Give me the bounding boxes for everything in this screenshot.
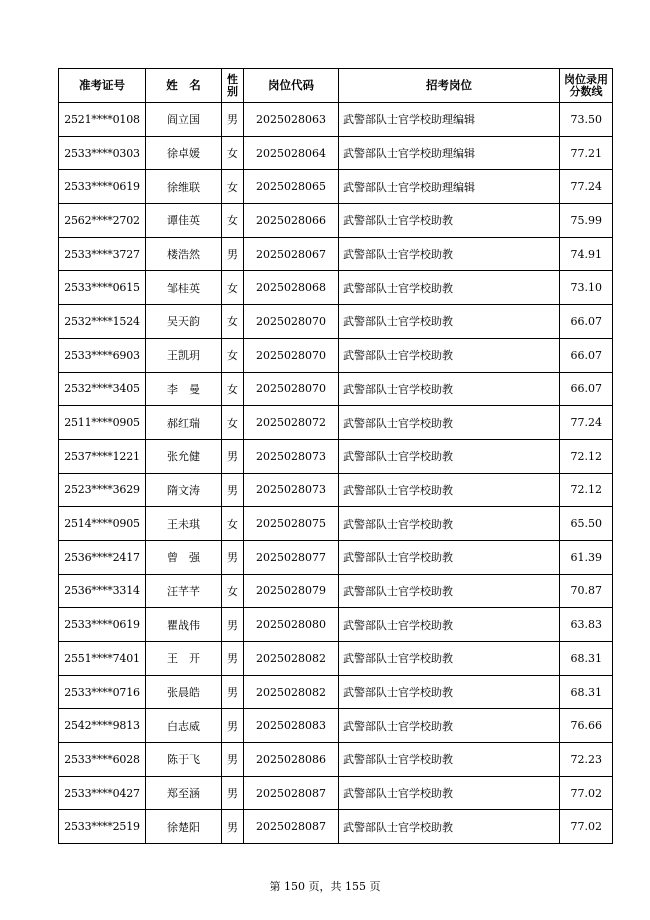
cell-gender: 男 bbox=[222, 776, 244, 810]
cell-post-code: 2025028073 bbox=[244, 439, 339, 473]
cell-exam-id: 2533****0619 bbox=[59, 170, 146, 204]
cell-name: 张晨皓 bbox=[146, 675, 222, 709]
table-row bbox=[59, 271, 613, 305]
cell-post-code: 2025028073 bbox=[244, 473, 339, 507]
cell-exam-id: 2533****0615 bbox=[59, 271, 146, 305]
table-row bbox=[59, 709, 613, 743]
page-footer: 第 150 页，共 155 页 bbox=[269, 880, 381, 893]
cell-name: 邹桂英 bbox=[146, 271, 222, 305]
cell-score: 73.10 bbox=[560, 271, 613, 305]
cell-name: 陈于飞 bbox=[146, 743, 222, 777]
cell-gender: 男 bbox=[222, 743, 244, 777]
cell-name: 徐卓媛 bbox=[146, 136, 222, 170]
cell-name: 吴天韵 bbox=[146, 305, 222, 339]
cell-gender: 女 bbox=[222, 204, 244, 238]
cell-gender: 女 bbox=[222, 305, 244, 339]
cell-exam-id: 2533****0303 bbox=[59, 136, 146, 170]
cell-name: 谭佳英 bbox=[146, 204, 222, 238]
cell-name: 阎立国 bbox=[146, 103, 222, 137]
cell-post: 武警部队士官学校助教 bbox=[339, 237, 560, 271]
table-row bbox=[59, 103, 613, 137]
cell-score: 77.02 bbox=[560, 810, 613, 844]
table-row bbox=[59, 642, 613, 676]
cell-exam-id: 2536****3314 bbox=[59, 574, 146, 608]
cell-gender: 女 bbox=[222, 271, 244, 305]
cell-score: 66.07 bbox=[560, 372, 613, 406]
cell-name: 王 开 bbox=[146, 642, 222, 676]
cell-score: 72.23 bbox=[560, 743, 613, 777]
cell-name: 徐维联 bbox=[146, 170, 222, 204]
cell-exam-id: 2523****3629 bbox=[59, 473, 146, 507]
cell-post-code: 2025028082 bbox=[244, 642, 339, 676]
table-row bbox=[59, 540, 613, 574]
cell-exam-id: 2514****0905 bbox=[59, 507, 146, 541]
cell-score: 73.50 bbox=[560, 103, 613, 137]
table-row bbox=[59, 810, 613, 844]
table-row bbox=[59, 507, 613, 541]
cell-gender: 男 bbox=[222, 237, 244, 271]
cell-exam-id: 2533****3727 bbox=[59, 237, 146, 271]
cell-score: 72.12 bbox=[560, 439, 613, 473]
cell-name: 白志威 bbox=[146, 709, 222, 743]
cell-post: 武警部队士官学校助教 bbox=[339, 305, 560, 339]
cell-gender: 男 bbox=[222, 608, 244, 642]
cell-exam-id: 2521****0108 bbox=[59, 103, 146, 137]
cell-gender: 女 bbox=[222, 406, 244, 440]
cell-gender: 男 bbox=[222, 439, 244, 473]
cell-score: 77.24 bbox=[560, 170, 613, 204]
cell-exam-id: 2533****6028 bbox=[59, 743, 146, 777]
cell-exam-id: 2533****0716 bbox=[59, 675, 146, 709]
cell-gender: 女 bbox=[222, 170, 244, 204]
cell-post-code: 2025028066 bbox=[244, 204, 339, 238]
table-row bbox=[59, 675, 613, 709]
cell-post-code: 2025028065 bbox=[244, 170, 339, 204]
cell-name: 瞿战伟 bbox=[146, 608, 222, 642]
cell-score: 61.39 bbox=[560, 540, 613, 574]
cell-gender: 女 bbox=[222, 574, 244, 608]
cell-gender: 男 bbox=[222, 540, 244, 574]
cell-score: 65.50 bbox=[560, 507, 613, 541]
cell-gender: 男 bbox=[222, 810, 244, 844]
cell-post: 武警部队士官学校助理编辑 bbox=[339, 170, 560, 204]
cell-score: 75.99 bbox=[560, 204, 613, 238]
cell-exam-id: 2533****6903 bbox=[59, 338, 146, 372]
cell-post-code: 2025028064 bbox=[244, 136, 339, 170]
cell-name: 隋文涛 bbox=[146, 473, 222, 507]
cell-post-code: 2025028087 bbox=[244, 776, 339, 810]
cell-name: 郑至涵 bbox=[146, 776, 222, 810]
cell-exam-id: 2533****0427 bbox=[59, 776, 146, 810]
cell-gender: 女 bbox=[222, 507, 244, 541]
cell-gender: 女 bbox=[222, 136, 244, 170]
cell-post: 武警部队士官学校助教 bbox=[339, 507, 560, 541]
table-row bbox=[59, 743, 613, 777]
cell-exam-id: 2532****3405 bbox=[59, 372, 146, 406]
cell-post: 武警部队士官学校助理编辑 bbox=[339, 103, 560, 137]
cell-exam-id: 2533****2519 bbox=[59, 810, 146, 844]
cell-post-code: 2025028068 bbox=[244, 271, 339, 305]
cell-exam-id: 2511****0905 bbox=[59, 406, 146, 440]
cell-post: 武警部队士官学校助教 bbox=[339, 709, 560, 743]
table-row bbox=[59, 608, 613, 642]
cell-post: 武警部队士官学校助教 bbox=[339, 608, 560, 642]
header-post: 招考岗位 bbox=[339, 69, 560, 103]
cell-post: 武警部队士官学校助教 bbox=[339, 439, 560, 473]
cell-name: 王凯玥 bbox=[146, 338, 222, 372]
cell-post: 武警部队士官学校助教 bbox=[339, 338, 560, 372]
cell-post: 武警部队士官学校助教 bbox=[339, 574, 560, 608]
cell-score: 77.21 bbox=[560, 136, 613, 170]
cell-post-code: 2025028075 bbox=[244, 507, 339, 541]
cell-score: 66.07 bbox=[560, 338, 613, 372]
cell-score: 68.31 bbox=[560, 642, 613, 676]
score-table bbox=[58, 68, 613, 844]
cell-score: 76.66 bbox=[560, 709, 613, 743]
table-row bbox=[59, 776, 613, 810]
cell-post-code: 2025028070 bbox=[244, 372, 339, 406]
cell-exam-id: 2536****2417 bbox=[59, 540, 146, 574]
cell-score: 77.02 bbox=[560, 776, 613, 810]
cell-post: 武警部队士官学校助教 bbox=[339, 372, 560, 406]
cell-post: 武警部队士官学校助教 bbox=[339, 204, 560, 238]
cell-post-code: 2025028070 bbox=[244, 305, 339, 339]
table-header-row bbox=[59, 69, 613, 103]
cell-post: 武警部队士官学校助教 bbox=[339, 540, 560, 574]
header-gender: 性别 bbox=[222, 69, 244, 103]
cell-post: 武警部队士官学校助教 bbox=[339, 743, 560, 777]
cell-post: 武警部队士官学校助教 bbox=[339, 675, 560, 709]
table-row bbox=[59, 439, 613, 473]
cell-post: 武警部队士官学校助教 bbox=[339, 271, 560, 305]
cell-name: 张允健 bbox=[146, 439, 222, 473]
cell-post-code: 2025028079 bbox=[244, 574, 339, 608]
cell-gender: 男 bbox=[222, 642, 244, 676]
cell-exam-id: 2537****1221 bbox=[59, 439, 146, 473]
cell-score: 74.91 bbox=[560, 237, 613, 271]
cell-post: 武警部队士官学校助教 bbox=[339, 406, 560, 440]
cell-name: 汪芊芊 bbox=[146, 574, 222, 608]
cell-gender: 女 bbox=[222, 338, 244, 372]
cell-gender: 男 bbox=[222, 709, 244, 743]
header-name: 姓 名 bbox=[146, 69, 222, 103]
cell-exam-id: 2542****9813 bbox=[59, 709, 146, 743]
cell-gender: 男 bbox=[222, 473, 244, 507]
cell-name: 王未琪 bbox=[146, 507, 222, 541]
cell-post-code: 2025028077 bbox=[244, 540, 339, 574]
cell-name: 曾 强 bbox=[146, 540, 222, 574]
cell-post-code: 2025028063 bbox=[244, 103, 339, 137]
table-row bbox=[59, 204, 613, 238]
cell-post-code: 2025028082 bbox=[244, 675, 339, 709]
header-post-code: 岗位代码 bbox=[244, 69, 339, 103]
table-row bbox=[59, 372, 613, 406]
table-row bbox=[59, 574, 613, 608]
score-table-container bbox=[58, 68, 608, 844]
table-row bbox=[59, 237, 613, 271]
cell-post-code: 2025028087 bbox=[244, 810, 339, 844]
cell-post: 武警部队士官学校助理编辑 bbox=[339, 136, 560, 170]
cell-post-code: 2025028086 bbox=[244, 743, 339, 777]
cell-post: 武警部队士官学校助教 bbox=[339, 473, 560, 507]
cell-post-code: 2025028072 bbox=[244, 406, 339, 440]
cell-name: 李 曼 bbox=[146, 372, 222, 406]
cell-gender: 女 bbox=[222, 372, 244, 406]
cell-score: 72.12 bbox=[560, 473, 613, 507]
table-row bbox=[59, 338, 613, 372]
header-exam-id: 准考证号 bbox=[59, 69, 146, 103]
cell-gender: 男 bbox=[222, 675, 244, 709]
cell-post-code: 2025028070 bbox=[244, 338, 339, 372]
cell-score: 68.31 bbox=[560, 675, 613, 709]
cell-exam-id: 2532****1524 bbox=[59, 305, 146, 339]
cell-post-code: 2025028080 bbox=[244, 608, 339, 642]
cell-name: 楼浩然 bbox=[146, 237, 222, 271]
cell-exam-id: 2562****2702 bbox=[59, 204, 146, 238]
cell-post: 武警部队士官学校助教 bbox=[339, 642, 560, 676]
header-score: 岗位录用分数线 bbox=[560, 69, 613, 103]
cell-name: 郝红瑞 bbox=[146, 406, 222, 440]
cell-score: 63.83 bbox=[560, 608, 613, 642]
table-row bbox=[59, 170, 613, 204]
table-row bbox=[59, 473, 613, 507]
cell-post-code: 2025028083 bbox=[244, 709, 339, 743]
cell-score: 77.24 bbox=[560, 406, 613, 440]
cell-post: 武警部队士官学校助教 bbox=[339, 810, 560, 844]
table-row bbox=[59, 305, 613, 339]
cell-score: 66.07 bbox=[560, 305, 613, 339]
cell-post-code: 2025028067 bbox=[244, 237, 339, 271]
cell-name: 徐楚阳 bbox=[146, 810, 222, 844]
cell-exam-id: 2551****7401 bbox=[59, 642, 146, 676]
cell-score: 70.87 bbox=[560, 574, 613, 608]
table-row bbox=[59, 406, 613, 440]
cell-exam-id: 2533****0619 bbox=[59, 608, 146, 642]
table-row bbox=[59, 136, 613, 170]
cell-gender: 男 bbox=[222, 103, 244, 137]
cell-post: 武警部队士官学校助教 bbox=[339, 776, 560, 810]
